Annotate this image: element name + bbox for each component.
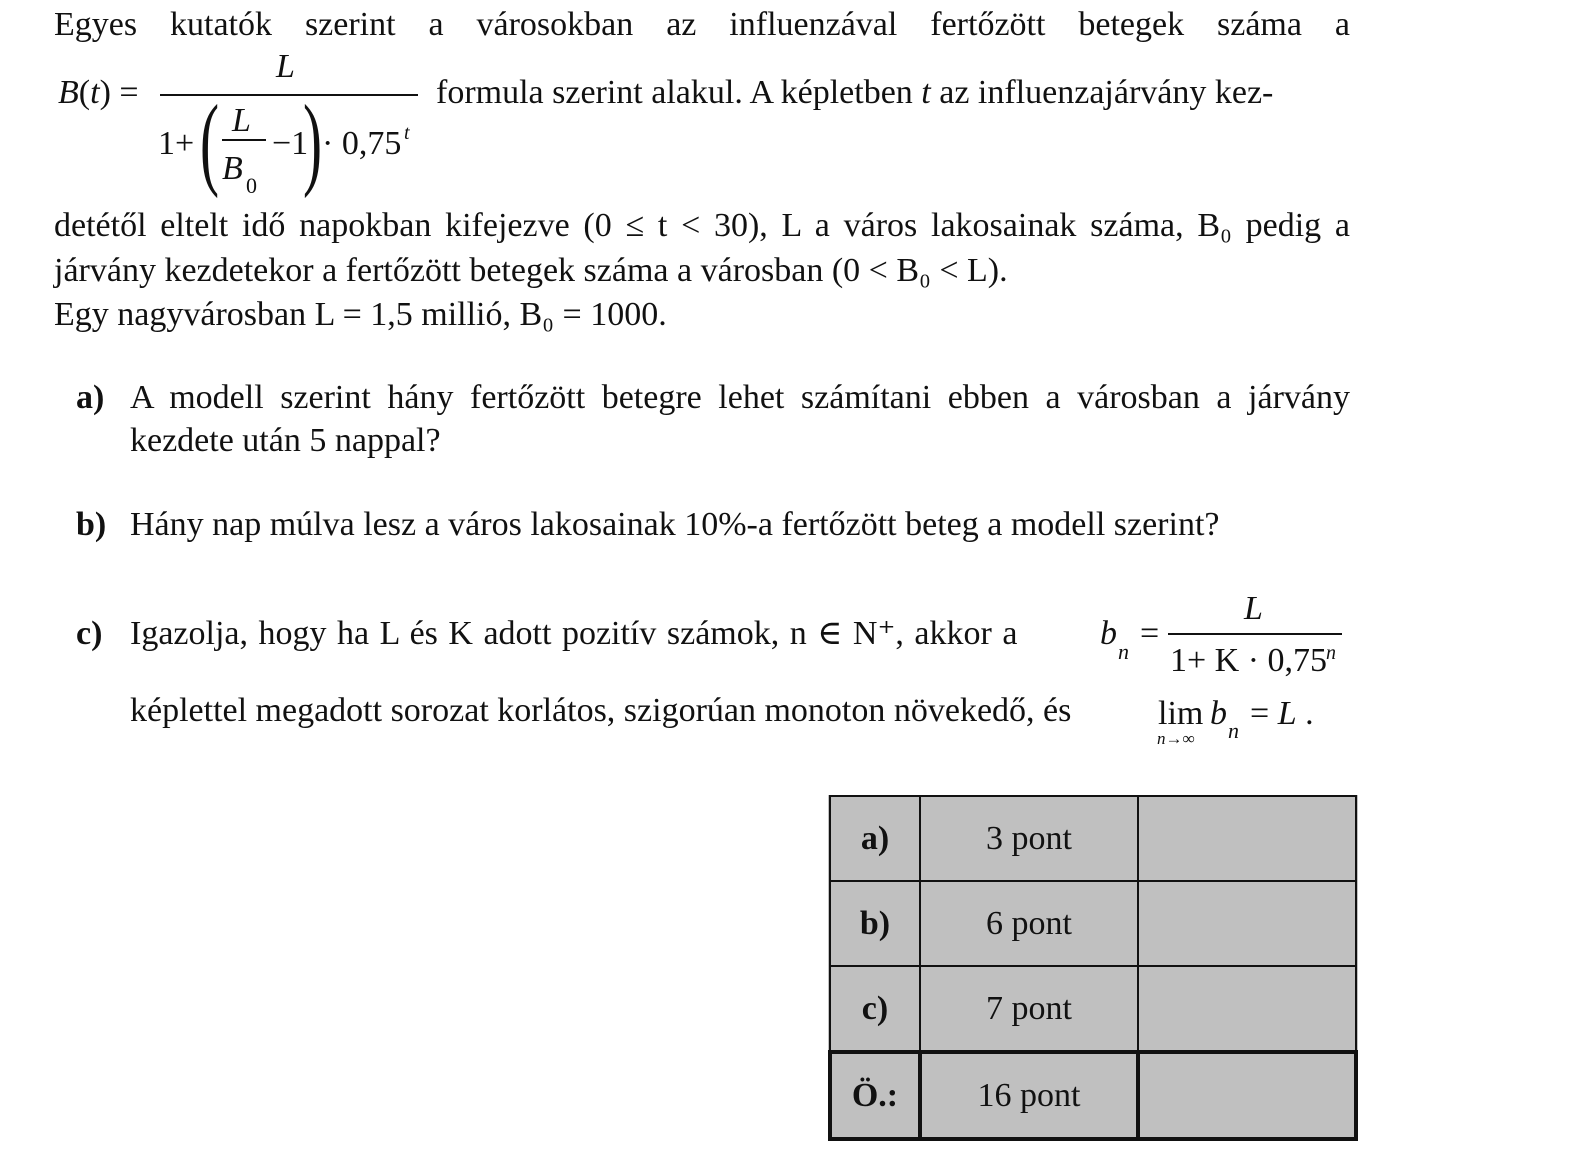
formula-fraction-bar [160,94,418,96]
formula-times-base: · 0,75 [322,125,402,162]
question-a-line-1: A modell szerint hány fertőzött betegre lehet számítani ebben a városban a járvány [130,379,1350,416]
score-label: a) [830,796,920,881]
score-points: 7 pont [920,966,1138,1052]
formula-c-denominator: 1+ K · 0,75 [1170,642,1328,679]
formula-inner-fraction-bar [222,139,266,141]
score-total-cell[interactable] [1138,1052,1356,1139]
score-row-total [830,1052,1356,1139]
formula-inner-numerator: L [232,102,251,139]
formula-numerator: L [276,48,295,85]
score-table [828,795,1358,1141]
question-c-line-2: képlettel megadott sorozat korlátos, szigorúan monoton növekedő, és [130,692,1072,729]
intro-line-4: járvány kezdetekor a fertőzött betegek száma a városban (0 < B₀ < L). [54,252,1008,289]
formula-c-lhs-subscript: n [1118,639,1129,664]
score-label: b) [830,881,920,966]
intro-line-3: detétől eltelt idő napokban kifejezve (0 ≤ t < 30), L a város lakosainak száma, B₀ pedig a [54,207,1350,244]
formula-one-plus: 1+ [158,125,195,162]
formula-c-den-exponent: n [1326,642,1336,664]
question-c-line-1: Igazolja, hogy ha L és K adott pozitív számok, n ∈ N⁺, akkor a [130,615,1018,652]
question-a-label: a) [76,379,105,416]
formula-left-paren: ( [200,84,220,199]
score-total-points: 16 pont [920,1052,1138,1139]
formula-inner-denominator: B [222,150,243,187]
formula-c-lim: lim [1158,695,1204,732]
question-b-line-1: Hány nap múlva lesz a város lakosainak 10%-a fertőzött beteg a modell szerint? [130,506,1220,543]
formula-c-lhs: b [1100,615,1117,652]
intro-after-formula-text: formula szerint alakul. A képletben [436,74,913,111]
question-b-label: b) [76,506,107,543]
score-row [830,966,1356,1052]
score-label: c) [830,966,920,1052]
formula-inner-denominator-subscript: 0 [246,173,257,198]
question-c-label: c) [76,615,103,652]
formula-c-lim-rhs: = L . [1250,695,1314,732]
formula-c-lim-b: b [1210,695,1227,732]
formula-c-lim-subscript: n→∞ [1157,729,1195,748]
intro-after-formula [436,76,1273,110]
intro-line-1: Egyes kutatók szerint a városokban az influenzával fertőzött betegek száma a [54,6,1350,43]
formula-minus-one: −1 [272,125,309,162]
intro-after-formula-rest: az influenzajárvány kez- [939,74,1274,111]
formula-right-paren: ) [303,84,323,199]
formula-c-equals: = [1140,615,1160,652]
score-cell[interactable] [1138,796,1356,881]
intro-after-formula-var: t [921,74,931,111]
score-total-label: Ö.: [830,1052,920,1139]
score-points: 6 pont [920,881,1138,966]
formula-c-fraction-bar [1168,633,1342,635]
score-points: 3 pont [920,796,1138,881]
intro-line-5: Egy nagyvárosban L = 1,5 millió, B₀ = 1000. [54,296,667,333]
formula-exponent: t [404,122,410,144]
score-cell[interactable] [1138,966,1356,1052]
formula-c-numerator: L [1244,590,1263,627]
formula-lhs: B(t) = [58,74,139,111]
score-row [830,881,1356,966]
question-a-line-2: kezdete után 5 nappal? [130,422,441,459]
score-cell[interactable] [1138,881,1356,966]
score-row [830,796,1356,881]
formula-c-lim-b-subscript: n [1228,718,1239,743]
